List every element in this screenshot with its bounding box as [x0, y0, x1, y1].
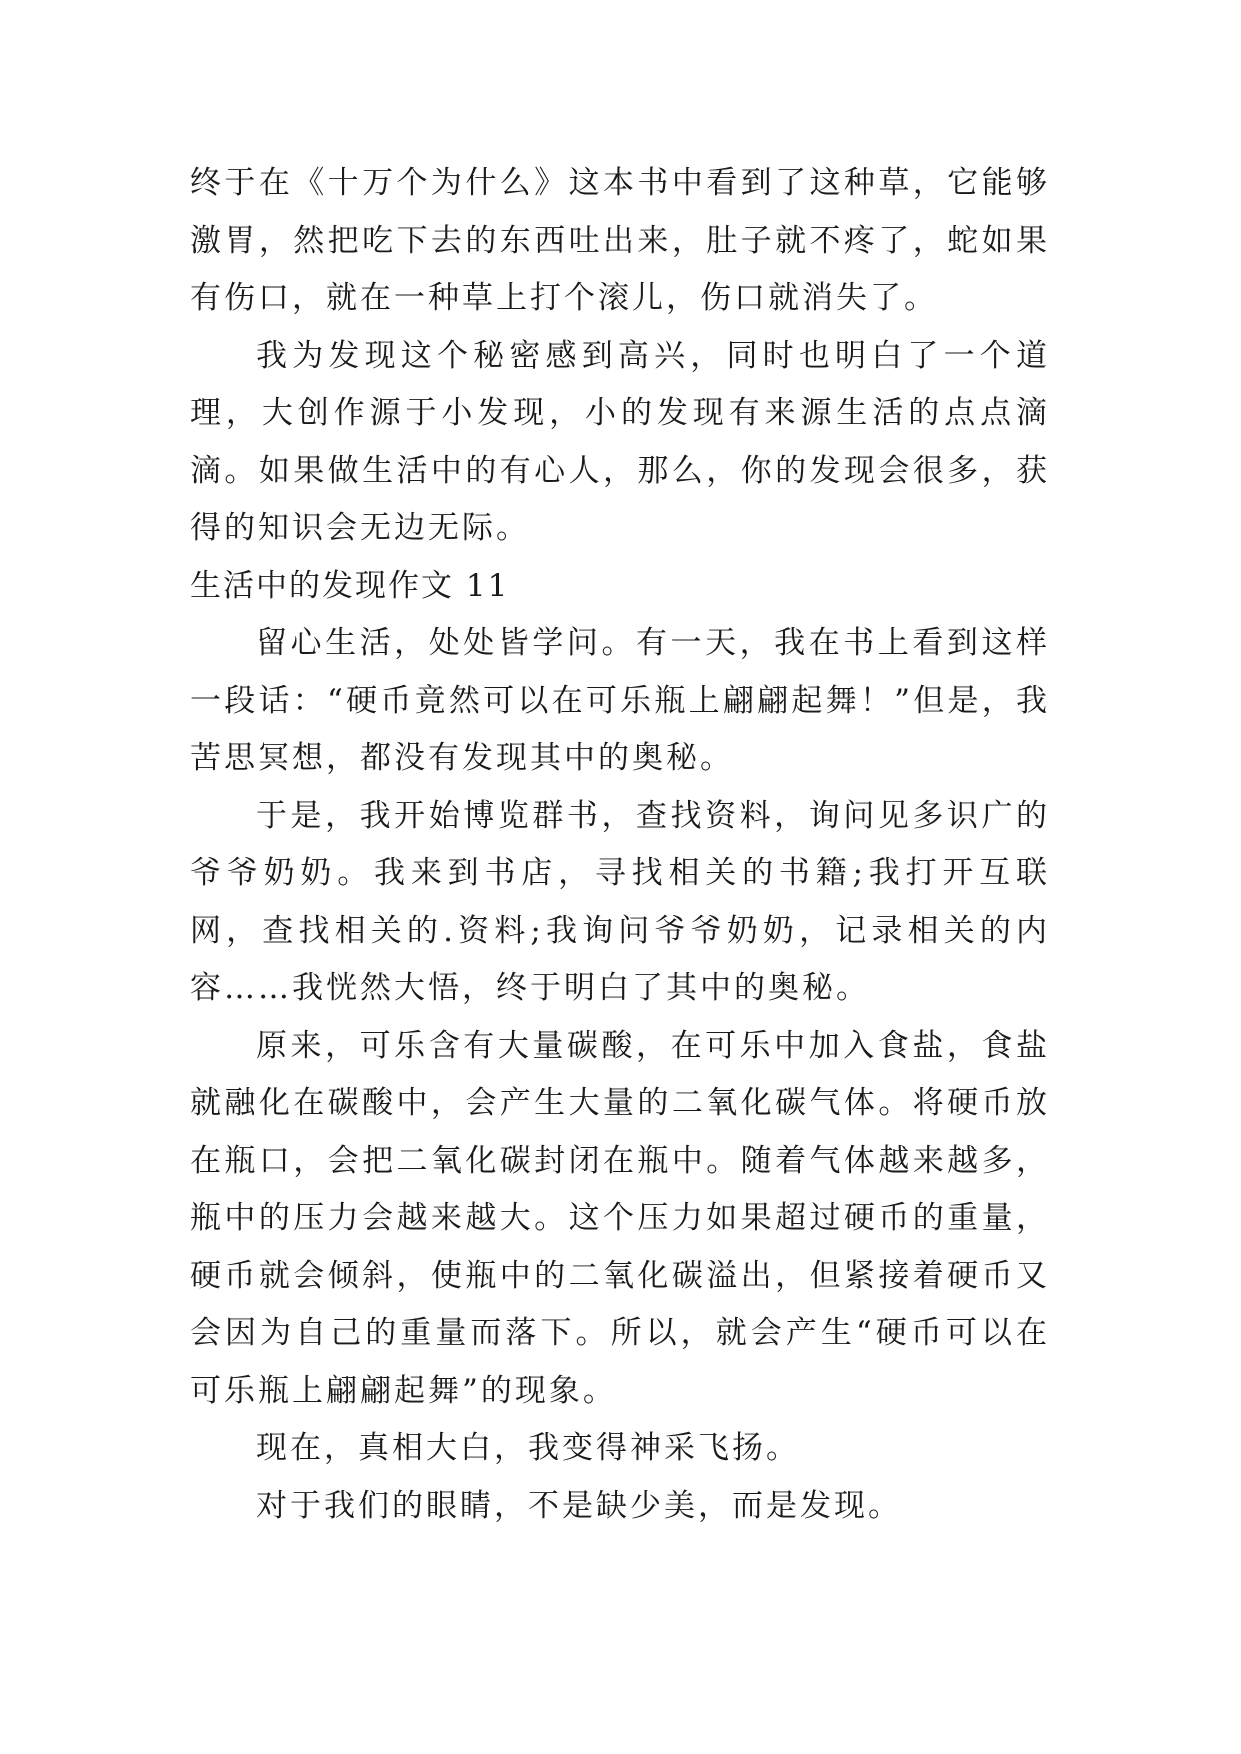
section-title: 生活中的发现作文 11	[190, 567, 510, 604]
paragraph: 于是，我开始博览群书，查找资料，询问见多识广的爷爷奶奶。我来到书店，寻找相关的书籍;我打开互联网，查找相关的.资料;我询问爷爷奶奶，记录相关的内容……我恍然大悟，终于明白了其中的奥秘。	[190, 797, 1050, 1006]
document-body	[190, 155, 1050, 1535]
paragraph: 留心生活，处处皆学问。有一天，我在书上看到这样一段话：“硬币竟然可以在可乐瓶上翩翩起舞！”但是，我苦思冥想，都没有发现其中的奥秘。	[190, 625, 1050, 776]
paragraph: 终于在《十万个为什么》这本书中看到了这种草，它能够激胃，然把吃下去的东西吐出来，肚子就不疼了，蛇如果有伤口，就在一种草上打个滚儿，伤口就消失了。	[190, 165, 1050, 316]
paragraph: 现在，真相大白，我变得神采飞扬。	[256, 1430, 800, 1466]
paragraph: 我为发现这个秘密感到高兴，同时也明白了一个道理，大创作源于小发现，小的发现有来源生活的点点滴滴。如果做生活中的有心人，那么，你的发现会很多，获得的知识会无边无际。	[190, 337, 1050, 546]
paragraph: 原来，可乐含有大量碳酸，在可乐中加入食盐，食盐就融化在碳酸中，会产生大量的二氧化碳气体。将硬币放在瓶口，会把二氧化碳封闭在瓶中。随着气体越来越多，瓶中的压力会越来越大。这个压力如果超过硬币的重量，硬币就会倾斜，使瓶中的二氧化碳溢出，但紧接着硬币又会因为自己的重量而落下。所以，就会产生“硬币可以在可乐瓶上翩翩起舞”的现象。	[190, 1027, 1050, 1409]
paragraph: 对于我们的眼睛，不是缺少美，而是发现。	[256, 1487, 902, 1524]
